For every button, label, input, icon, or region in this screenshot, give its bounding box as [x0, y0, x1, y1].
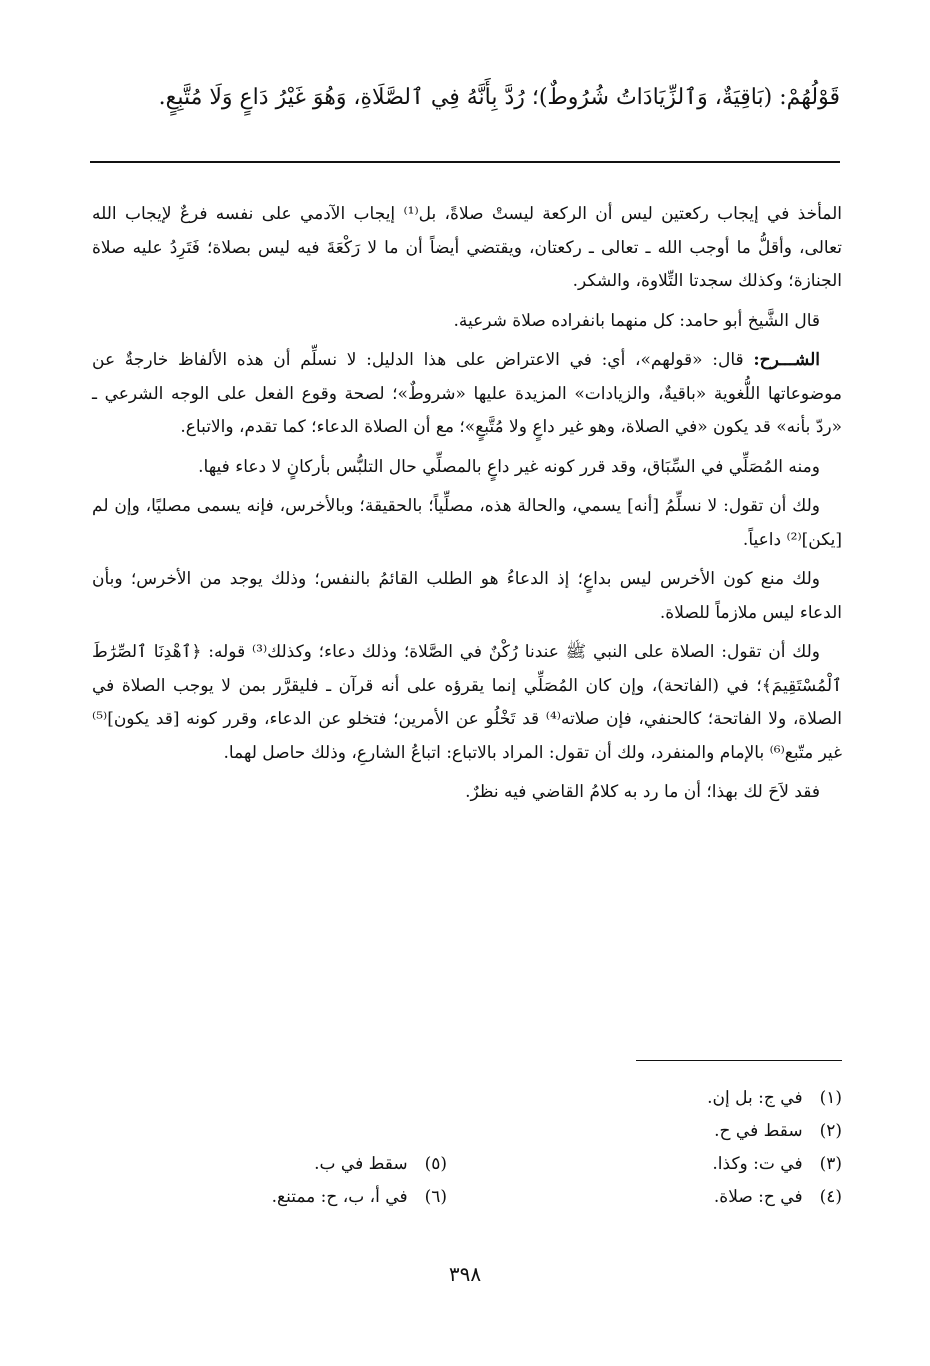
paragraph-3-text: قال: «قولهم»، أي: في الاعتراض على هذا الدليل: لا نسلِّم أن هذه الألفاظ خارجةٌ عن موضوعاتها اللُّغوية «باقيةٌ، والزيادات» المزيدة عليها «شروطٌ»؛ لصحة وقوع الفعل على الوجه الشرعي ـ «ردّ بأنه» قد يكون «في الصلاة، وهو غير داعٍ ولا مُتَّبعٍ»؛ مع أن الصلاة الدعاء؛ كما تقدم، والاتباع.: [92, 350, 842, 437]
footnote-divider: [636, 1060, 842, 1061]
footnote-text: في أ، ب، ح: ممتنع.: [271, 1187, 408, 1207]
paragraph-3: [92, 344, 842, 445]
paragraph-6: ولك منع كون الأخرس ليس بداعٍ؛ إذ الدعاءُ هو الطلب القائمُ بالنفس؛ وذلك يوجد من الأخرس؛ وبأن الدعاء ليس ملازماً للصلاة.: [92, 569, 842, 623]
footnote-number: (٥): [424, 1154, 447, 1174]
sharh-label: الشـــرح:: [753, 350, 820, 370]
paragraph-1: المأخذ في إيجاب ركعتين ليس أن الركعة ليستْ صلاةً، بل⁽¹⁾ إيجاب الآدمي على نفسه فرعٌ لإيجاب الله تعالى، وأقلُّ ما أوجب الله ـ تعالى ـ ركعتان، ويقتضي أيضاً أن ما لا رَكْعَةَ فيه ليس بصلاة؛ فَتَرِدُ عليه صلاة الجنازة؛ وكذلك سجدتا التِّلاوة، والشكر.: [92, 204, 842, 291]
paragraph-5: ولك أن تقول: لا نسلِّمُ [أنه] يسمي، والحالة هذه، مصلِّياً؛ بالحقيقة؛ وبالأخرس، فإنه يسمى مصليًا، وإن لم [يكن]⁽²⁾ داعياً.: [92, 496, 842, 550]
footnote-3: [592, 1148, 842, 1181]
footnote-text: في ج: بل إن.: [707, 1088, 803, 1108]
page-number: ٣٩٨: [448, 1262, 482, 1286]
main-text: [92, 198, 842, 816]
footnote-2: [592, 1115, 842, 1148]
paragraph-4: ومنه المُصَلِّي في السِّبَاق، وقد قرر كونه غير داعٍ بالمصلِّي حال التلبُّس بأركانٍ لا دعاء فيها.: [198, 456, 820, 477]
footnote-number: (٣): [819, 1154, 842, 1174]
footnote-text: سقط في ح.: [714, 1121, 803, 1141]
paragraph-7: ولك أن تقول: الصلاة على النبي ﷺ عندنا رُكْنٌ في الصَّلاة؛ وذلك دعاء؛ وكذلك⁽³⁾ قوله: ﴿ٱهْدِنَا ٱلصِّرَٰطَ ٱلْمُسْتَقِيمَ﴾؛ في (الفاتحة)، وإن كان المُصَلِّي إنما يقرؤه على أنه قرآن ـ فليقرَّر بمن لا يوجب الصلاة في الصلاة، ولا الفاتحة؛ كالحنفي، فإن صلاته⁽⁴⁾ قد تَخْلُو عن الأمرين؛ فتخلو عن الدعاء، وقرر كونه [قد يكون]⁽⁵⁾ غير متّبع⁽⁶⁾ بالإمام والمنفرد، ولك أن تقول: المراد بالاتباع: اتباعُ الشارعِ، وذلك حاصل لهما.: [92, 642, 843, 763]
footnote-5: [197, 1148, 447, 1181]
header-quote: قَوْلُهُمْ: (بَاقِيَةٌ، وَٱلزِّيَادَاتُ شُرُوطٌ)؛ رُدَّ بِأَنَّهُ فِي ٱلصَّلَاةِ، وَهُوَ غَيْرُ دَاعٍ وَلَا مُتَّبِعٍ.: [158, 85, 840, 110]
paragraph-8: فقد لاَحَ لك بهذا؛ أن ما رد به كلامُ القاضي فيه نظرٌ.: [465, 782, 820, 802]
footnote-number: (١): [819, 1088, 842, 1108]
footnote-number: (٤): [819, 1187, 842, 1207]
footnote-1: [592, 1082, 842, 1115]
paragraph-2: قال الشَّيخ أبو حامد: كل منهما بانفراده صلاة شرعية.: [453, 310, 820, 331]
footnotes-column-left: [197, 1148, 447, 1214]
footnote-text: سقط في ب.: [314, 1154, 408, 1174]
footnote-text: في ح: صلاة.: [713, 1187, 803, 1207]
footnote-text: في ت: وكذا.: [712, 1154, 803, 1174]
footnote-6: [197, 1181, 447, 1214]
header-divider: [90, 161, 840, 163]
footnote-number: (٢): [819, 1121, 842, 1141]
footnote-4: [592, 1181, 842, 1214]
footnote-number: (٦): [424, 1187, 447, 1207]
footnotes-column-right: [592, 1082, 842, 1214]
